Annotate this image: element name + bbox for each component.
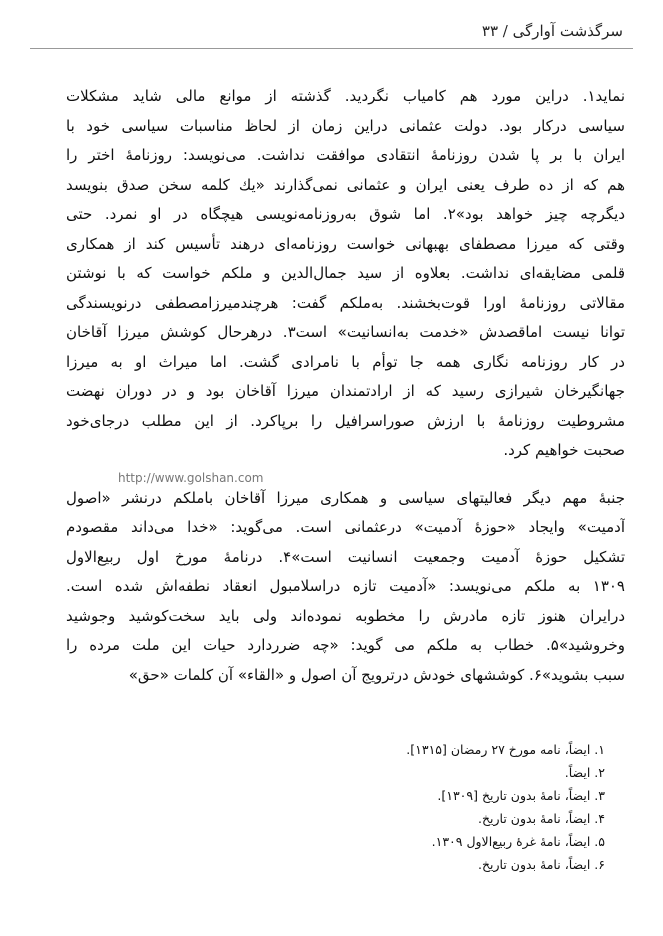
footnote: ۶. ایضاً، نامهٔ بدون تاریخ. — [477, 857, 605, 872]
footnote: ۵. ایضاً، نامهٔ غرهٔ ربیع‌الاول ۱۳۰۹. — [431, 834, 605, 849]
text-line: هم که از ده طرف یعنی ایران و عثمانی نمی‌گذارند «یك کلمه سخن صدق بنویسد — [66, 175, 625, 194]
text-line: وخروشید»۵. خطاب به ملکم می گوید: «چه ضرردارد حیات این ملت مرده را — [66, 636, 625, 654]
text-line: در کار روزنامه نگاری همه جا توأم با نامرادی گشت. اما میراث او به میرزا — [66, 352, 625, 371]
text-line: دیگرچه چیز خواهد بود»۲. اما شوق به‌روزنامه‌نویسی هیچگاه در او نمرد. حتی — [66, 205, 625, 223]
text-line: آدمیت» وایجاد «حوزهٔ آدمیت» درعثمانی است. می‌گوید: «خدا می‌داند مقصودم — [66, 518, 625, 536]
footnote: ۳. ایضاً، نامهٔ بدون تاریخ [۱۳۰۹]. — [437, 788, 605, 803]
text-line: مشروطیت روزنامهٔ با ارزش صوراسرافیل را برپاکرد. از این مطلب درجای‌خود — [66, 411, 625, 430]
text-line: وقتی که میرزا مصطفای بهبهانی خواست روزنامه‌ای درهند تأسیس کند از همکاری — [66, 234, 625, 253]
header-divider — [30, 48, 633, 49]
text-line: جنبهٔ مهم دیگر فعالیتهای سیاسی و همکاری میرزا آقاخان باملکم درنشر «اصول — [66, 488, 625, 507]
text-line: مقالاتی روزنامهٔ اورا قوت‌بخشند. به‌ملکم گفت: هرچندمیرزامصطفی درنویسندگی — [66, 293, 625, 312]
footnote: ۲. ایضاً. — [564, 765, 605, 780]
text-line: قلمی مضایقه‌ای نداشت. بعلاوه از سید جمال‌الدین و ملکم خواست که با نوشتن — [66, 264, 625, 282]
text-line: درایران هنوز تازه مادرش را مخطوبه نموده‌اند ولی باید سخت‌کوشید وجوشید — [66, 606, 625, 625]
text-line: توانا نیست اما‌قصدش «خدمت به‌انسانیت» است۳. درهرحال کوشش میرزا آقاخان — [66, 323, 625, 341]
text-line: جهانگیرخان شیرازی رسید که از ارادتمندان میرزا آقاخان بود و در دوران نهضت — [66, 382, 625, 400]
text-line: ۱۳۰۹ به ملکم می‌نویسد: «آدمیت تازه دراسلامبول انعقاد نطفه‌اش شده است. — [66, 577, 625, 595]
footnotes — [406, 738, 605, 876]
text-line: ایران با بر پا شدن روزنامهٔ انتقادی موافقت نداشت. می‌نویسد: روزنامهٔ اختر را — [66, 146, 625, 164]
text-line: سیاسی درکار بود. دولت عثمانی دراین زمان از لحاظ مناسبات سیاسی خود با — [66, 116, 625, 135]
text-line: صحبت خواهیم کرد. — [503, 441, 625, 459]
main-text — [66, 82, 625, 690]
text-line: نماید۱. دراین مورد هم کامیاب نگردید. گذشته از موانع مالی شاید مشکلات — [66, 87, 625, 105]
watermark-url: http://www.golshan.com — [118, 471, 264, 485]
text-line: تشکیل حوزهٔ آدمیت وجمعیت انسانیت است»۴. درنامهٔ مورخ اول ربیع‌الاول — [66, 547, 625, 566]
text-line: سبب بشوید»۶. کوششهای خودش درترویج آن اصول و «القاء» آن کلمات «حق» — [128, 665, 625, 684]
paragraph-2 — [66, 484, 625, 691]
footnote: ۴. ایضاً، نامهٔ بدون تاریخ. — [477, 811, 605, 826]
running-header: سرگذشت آوارگی / ۳۳ — [481, 22, 623, 40]
paragraph-1 — [66, 82, 625, 466]
footnote: ۱. ایضاً، نامه مورخ ۲۷ رمضان [۱۳۱۵]. — [406, 742, 605, 757]
